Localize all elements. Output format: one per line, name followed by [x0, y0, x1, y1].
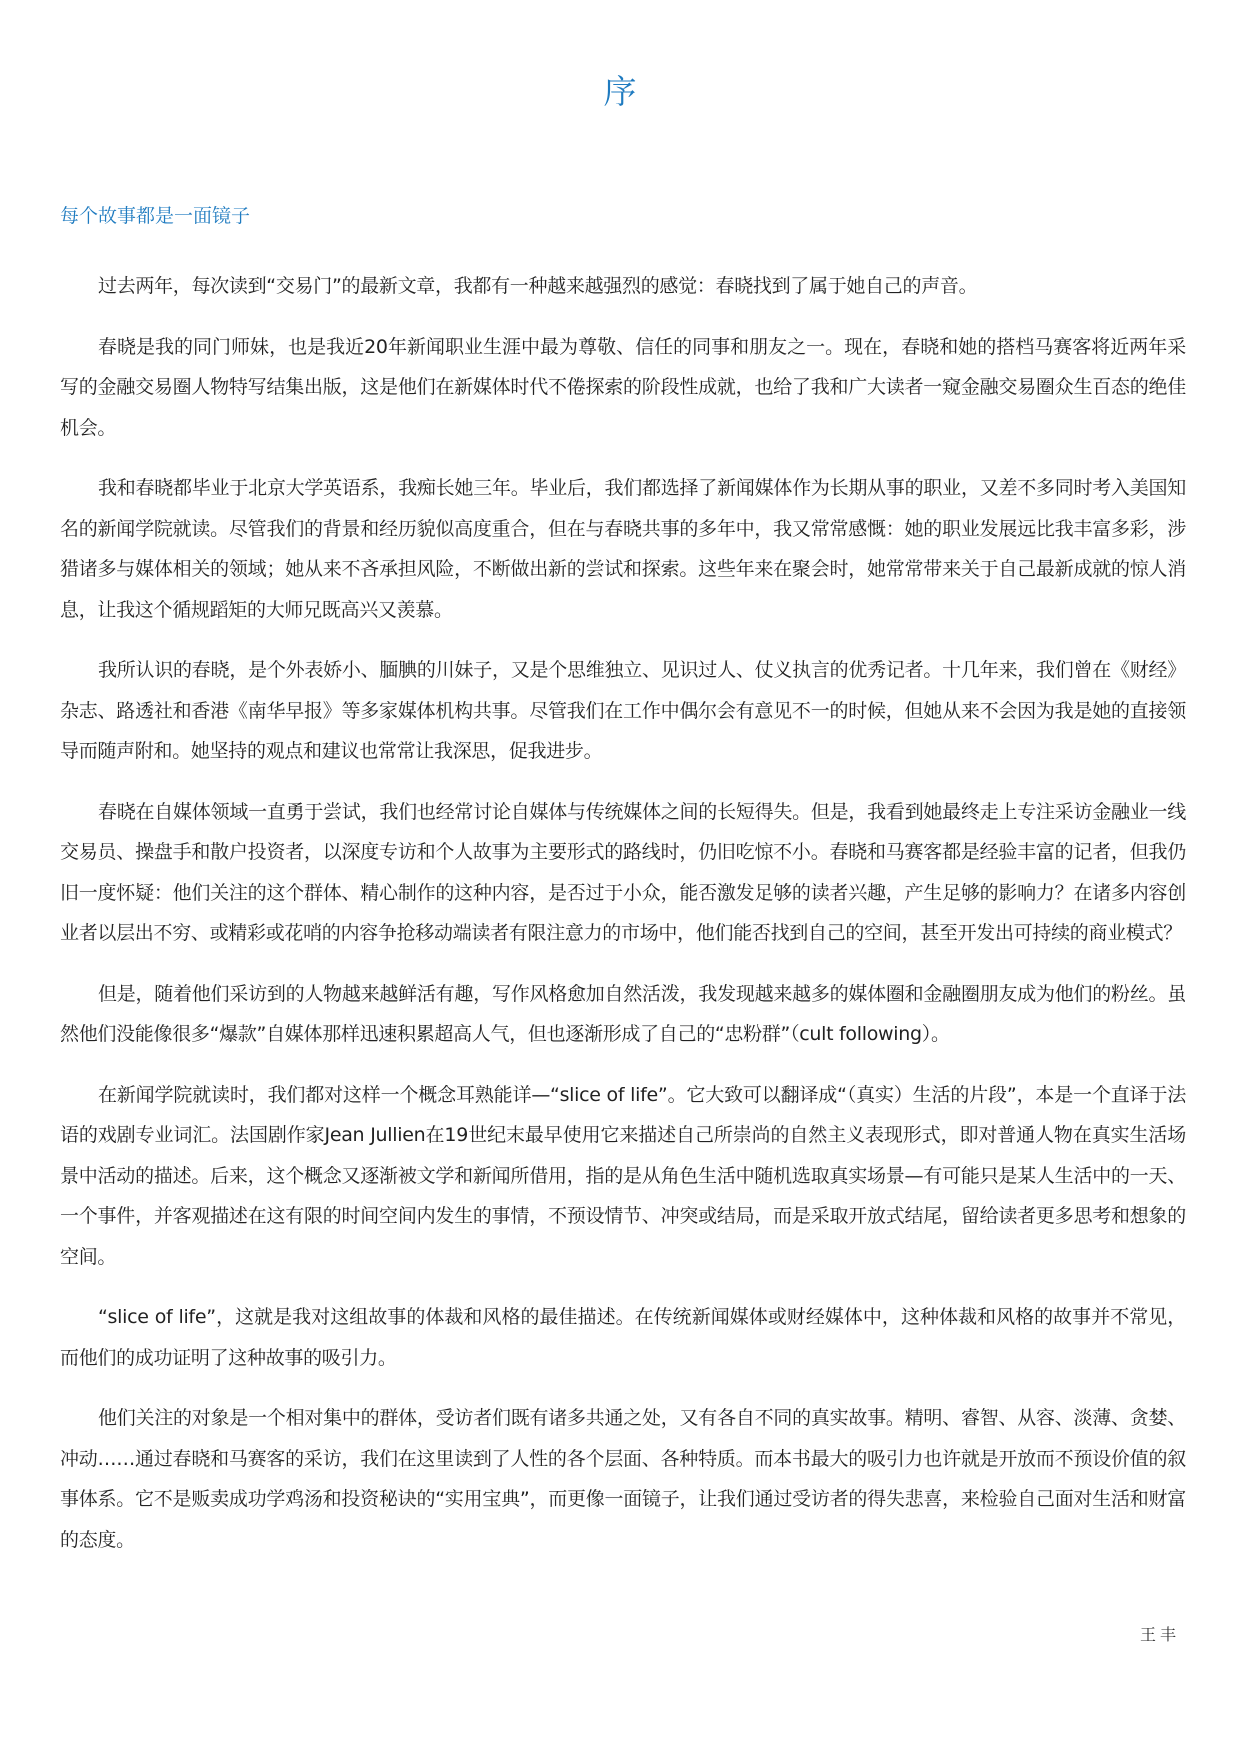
paragraph-1: 过去两年，每次读到“交易门”的最新文章，我都有一种越来越强烈的感觉：春晓找到了属于她自己的声音。	[98, 275, 978, 297]
section-subtitle: 每个故事都是一面镜子	[60, 205, 251, 227]
page-title: 序	[603, 72, 637, 111]
paragraph-9: 他们关注的对象是一个相对集中的群体，受访者们既有诸多共通之处，又有各自不同的真实故事。精明、睿智、从容、淡薄、贪婪、冲动……通过春晓和马赛客的采访，我们在这里读到了人性的各个层面、各种特质。而本书最大的吸引力也许就是开放而不预设价值的叙事体系。它不是贩卖成功学鸡汤和投资秘诀的“实用宝典”，而更像一面镜子，让我们通过受访者的得失悲喜，来检验自己面对生活和财富的态度。	[60, 1407, 1186, 1551]
paragraph-2: 春晓是我的同门师妹，也是我近20年新闻职业生涯中最为尊敬、信任的同事和朋友之一。现在，春晓和她的搭档马赛客将近两年采写的金融交易圈人物特写结集出版，这是他们在新媒体时代不倦探索的阶段性成就，也给了我和广大读者一窥金融交易圈众生百态的绝佳机会。	[60, 335, 1186, 439]
author-signature: 王丰	[1139, 1625, 1180, 1644]
paragraph-7: 在新闻学院就读时，我们都对这样一个概念耳熟能详—“slice of life”。它大致可以翻译成“（真实）生活的片段”，本是一个直译于法语的戏剧专业词汇。法国剧作家Jean Jullien在19世纪末最早使用它来描述自己所崇尚的自然主义表现形式，即对普通人物在真实生活场景中活动的描述。后来，这个概念又逐渐被文学和新闻所借用，指的是从角色生活中随机选取真实场景—有可能只是某人生活中的一天、一个事件，并客观描述在这有限的时间空间内发生的事情，不预设情节、冲突或结局，而是采取开放式结尾，留给读者更多思考和想象的空间。	[60, 1083, 1186, 1268]
preface-body	[60, 266, 1186, 1580]
paragraph-5: 春晓在自媒体领域一直勇于尝试，我们也经常讨论自媒体与传统媒体之间的长短得失。但是，我看到她最终走上专注采访金融业一线交易员、操盘手和散户投资者，以深度专访和个人故事为主要形式的路线时，仍旧吃惊不小。春晓和马赛客都是经验丰富的记者，但我仍旧一度怀疑：他们关注的这个群体、精心制作的这种内容，是否过于小众，能否激发足够的读者兴趣，产生足够的影响力？在诸多内容创业者以层出不穷、或精彩或花哨的内容争抢移动端读者有限注意力的市场中，他们能否找到自己的空间，甚至开发出可持续的商业模式？	[60, 800, 1186, 944]
paragraph-8: “slice of life”，这就是我对这组故事的体裁和风格的最佳描述。在传统新闻媒体或财经媒体中，这种体裁和风格的故事并不常见，而他们的成功证明了这种故事的吸引力。	[60, 1306, 1186, 1369]
paragraph-6: 但是，随着他们采访到的人物越来越鲜活有趣，写作风格愈加自然活泼，我发现越来越多的媒体圈和金融圈朋友成为他们的粉丝。虽然他们没能像很多“爆款”自媒体那样迅速积累超高人气，但也逐渐形成了自己的“忠粉群”（cult following）。	[60, 982, 1186, 1045]
paragraph-3: 我和春晓都毕业于北京大学英语系，我痴长她三年。毕业后，我们都选择了新闻媒体作为长期从事的职业，又差不多同时考入美国知名的新闻学院就读。尽管我们的背景和经历貌似高度重合，但在与春晓共事的多年中，我又常常感慨：她的职业发展远比我丰富多彩，涉猎诸多与媒体相关的领域；她从来不吝承担风险，不断做出新的尝试和探索。这些年来在聚会时，她常常带来关于自己最新成就的惊人消息，让我这个循规蹈矩的大师兄既高兴又羡慕。	[60, 477, 1186, 621]
paragraph-4: 我所认识的春晓，是个外表娇小、腼腆的川妹子，又是个思维独立、见识过人、仗义执言的优秀记者。十几年来，我们曾在《财经》杂志、路透社和香港《南华早报》等多家媒体机构共事。尽管我们在工作中偶尔会有意见不一的时候，但她从来不会因为我是她的直接领导而随声附和。她坚持的观点和建议也常常让我深思，促我进步。	[60, 659, 1186, 762]
